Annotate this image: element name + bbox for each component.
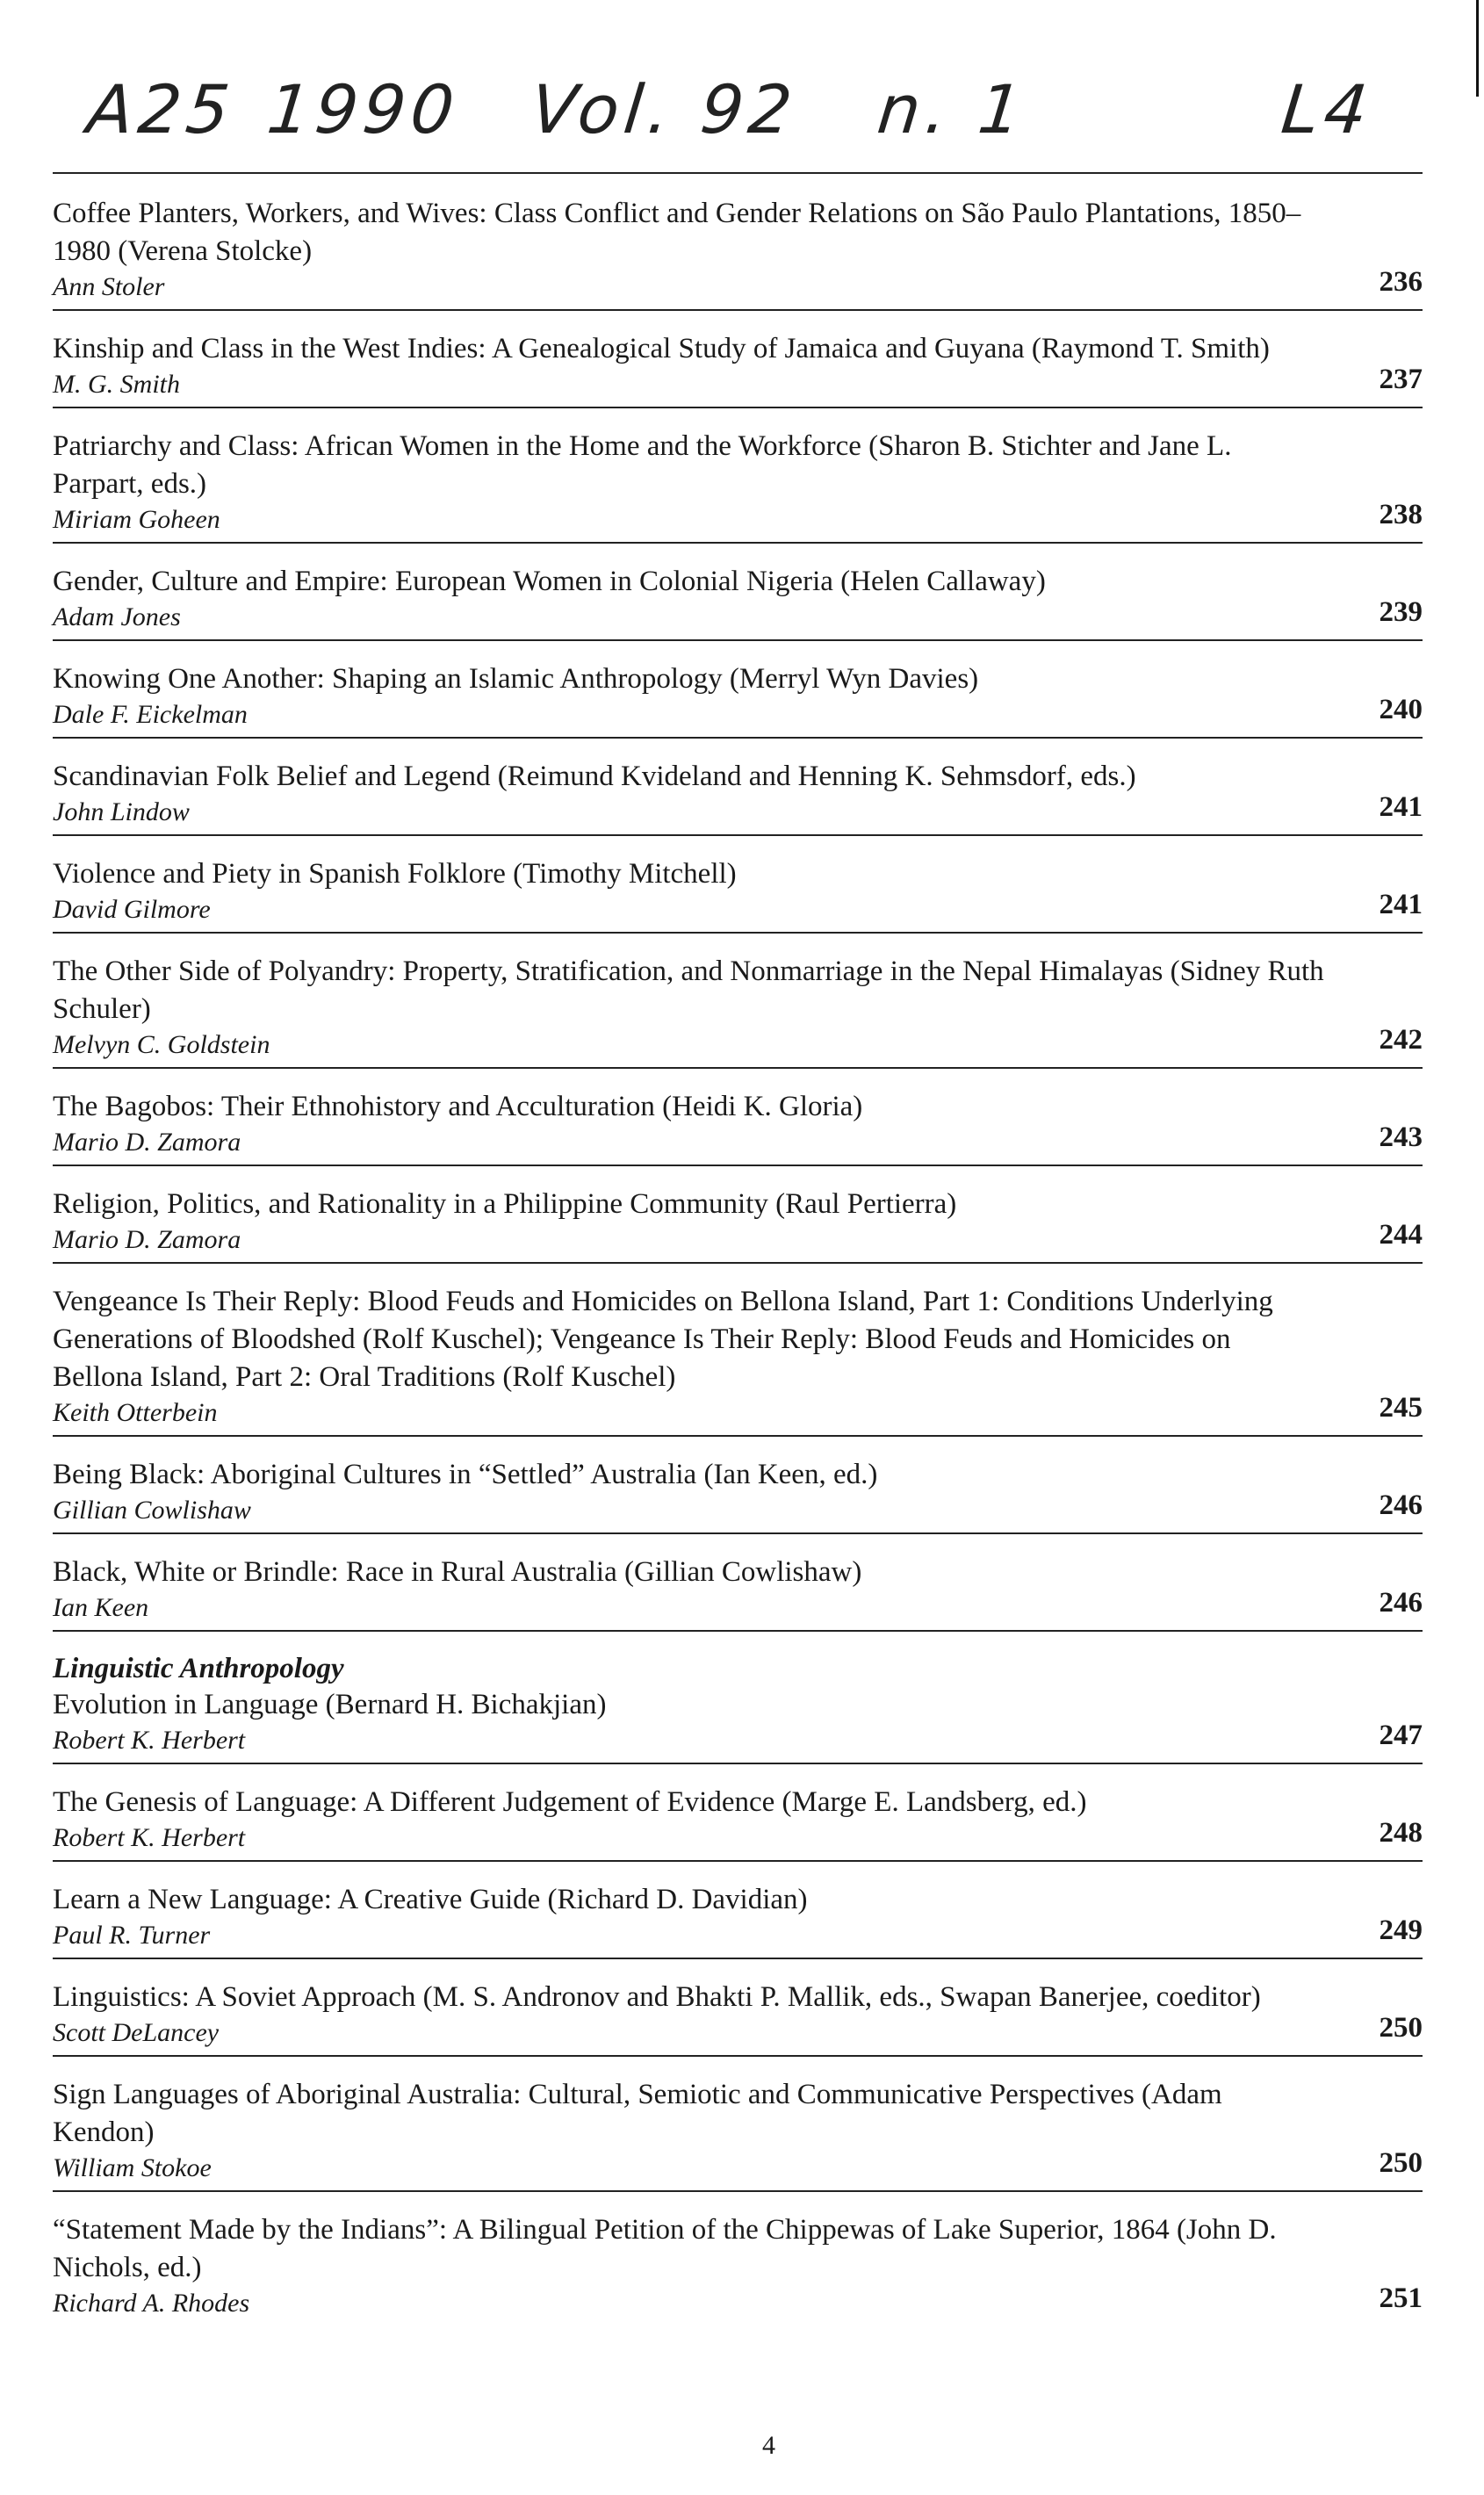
reviewer-name: Ann Stoler [53, 272, 165, 301]
reviewer-name: John Lindow [53, 797, 190, 826]
book-title: Religion, Politics, and Rationality in a Philippine Community (Raul Pertierra) [53, 1188, 957, 1220]
page-ref: 241 [1379, 791, 1423, 823]
toc-entry [53, 2067, 1423, 2192]
handwritten-code: A25 [83, 70, 239, 148]
reviewer-name: Miriam Goheen [53, 505, 220, 534]
toc-entry [53, 1274, 1423, 1437]
book-title: Learn a New Language: A Creative Guide (Richard D. Davidian) [53, 1884, 808, 1915]
toc-entry [53, 1642, 1423, 1764]
book-title: Knowing One Another: Shaping an Islamic Anthropology (Merryl Wyn Davies) [53, 663, 979, 695]
handwritten-shelf-mark: L4 [1278, 70, 1377, 148]
toc-entry [53, 1447, 1423, 1534]
handwritten-annotation [83, 53, 1423, 149]
toc-entry [53, 749, 1423, 836]
scan-edge-line [1476, 0, 1479, 97]
page-ref: 240 [1379, 694, 1423, 725]
table-of-contents [53, 172, 1423, 2336]
page-ref: 236 [1379, 266, 1423, 298]
reviewer-name: Dale F. Eickelman [53, 700, 248, 729]
toc-entry [53, 1177, 1423, 1264]
page-ref: 241 [1379, 889, 1423, 920]
reviewer-name: Paul R. Turner [53, 1921, 211, 1950]
page-ref: 237 [1379, 364, 1423, 395]
book-title: Violence and Piety in Spanish Folklore (Timothy Mitchell) [53, 858, 737, 890]
page-ref: 251 [1379, 2282, 1423, 2314]
toc-entry [53, 1872, 1423, 1959]
page-ref: 239 [1379, 596, 1423, 628]
reviewer-name: Mario D. Zamora [53, 1225, 241, 1254]
reviewer-name: Robert K. Herbert [53, 1726, 246, 1755]
reviewer-name: Gillian Cowlishaw [53, 1496, 251, 1525]
book-title: Sign Languages of Aboriginal Australia: Cultural, Semiotic and Communicative Perspectives (Adam Kendon) [53, 2079, 1222, 2148]
toc-entry [53, 2203, 1423, 2326]
reviewer-name: David Gilmore [53, 895, 211, 924]
toc-entry [53, 419, 1423, 544]
toc-entry [53, 1970, 1423, 2057]
page-ref: 242 [1379, 1024, 1423, 1056]
book-title: Linguistics: A Soviet Approach (M. S. Andronov and Bhakti P. Mallik, eds., Swapan Banerjee, coeditor) [53, 1981, 1261, 2013]
reviewer-name: Melvyn C. Goldstein [53, 1030, 270, 1059]
toc-entry [53, 1545, 1423, 1632]
book-title: Kinship and Class in the West Indies: A Genealogical Study of Jamaica and Guyana (Raymond T. Smith) [53, 333, 1270, 364]
page-ref: 246 [1379, 1489, 1423, 1521]
book-title: The Other Side of Polyandry: Property, Stratification, and Nonmarriage in the Nepal Himalayas (Sidney Ruth Schuler) [53, 955, 1324, 1025]
page-ref: 250 [1379, 2147, 1423, 2179]
toc-entry [53, 847, 1423, 934]
reviewer-name: Keith Otterbein [53, 1398, 218, 1427]
page-ref: 244 [1379, 1219, 1423, 1251]
page-ref: 243 [1379, 1121, 1423, 1153]
book-title: Scandinavian Folk Belief and Legend (Reimund Kvideland and Henning K. Sehmsdorf, eds.) [53, 761, 1136, 792]
page-ref: 250 [1379, 2012, 1423, 2044]
book-title: Patriarchy and Class: African Women in the Home and the Workforce (Sharon B. Stichter and Jane L. Parpart, eds.) [53, 430, 1232, 500]
page-ref: 247 [1379, 1720, 1423, 1751]
page-ref: 246 [1379, 1587, 1423, 1619]
handwritten-number: n. 1 [874, 70, 1031, 148]
reviewer-name: William Stokoe [53, 2153, 212, 2182]
book-title: Vengeance Is Their Reply: Blood Feuds and Homicides on Bellona Island, Part 1: Conditions Underlying Generations of Bloodshed (Rolf Kuschel); Vengeance Is Their Reply: Blood Feuds and Homicides on Bellona Island, Part 2: Oral Traditions (Rolf Kuschel) [53, 1286, 1273, 1393]
book-title: Coffee Planters, Workers, and Wives: Class Conflict and Gender Relations on São Paulo Plantations, 1850–1980 (Verena Stolcke) [53, 198, 1301, 267]
toc-entry [53, 652, 1423, 739]
reviewer-name: Ian Keen [53, 1593, 149, 1622]
reviewer-name: M. G. Smith [53, 370, 180, 399]
book-title: “Statement Made by the Indians”: A Bilingual Petition of the Chippewas of Lake Superior, 1864 (John D. Nichols, ed.) [53, 2214, 1277, 2283]
page-ref: 245 [1379, 1392, 1423, 1424]
handwritten-year: 1990 [263, 70, 464, 148]
toc-entry [53, 186, 1423, 311]
toc-entry [53, 944, 1423, 1069]
book-title: Black, White or Brindle: Race in Rural Australia (Gillian Cowlishaw) [53, 1556, 862, 1588]
toc-entry [53, 1775, 1423, 1862]
book-title: Evolution in Language (Bernard H. Bichakjian) [53, 1689, 607, 1720]
page-ref: 248 [1379, 1817, 1423, 1849]
book-title: The Bagobos: Their Ethnohistory and Acculturation (Heidi K. Gloria) [53, 1091, 863, 1122]
toc-entry [53, 321, 1423, 408]
reviewer-name: Mario D. Zamora [53, 1128, 241, 1157]
page-ref: 249 [1379, 1915, 1423, 1946]
toc-entry [53, 554, 1423, 641]
reviewer-name: Adam Jones [53, 602, 181, 631]
reviewer-name: Scott DeLancey [53, 2018, 220, 2047]
reviewer-name: Richard A. Rhodes [53, 2289, 250, 2318]
book-title: Being Black: Aboriginal Cultures in “Settled” Australia (Ian Keen, ed.) [53, 1459, 878, 1490]
reviewer-name: Robert K. Herbert [53, 1823, 246, 1852]
book-title: The Genesis of Language: A Different Judgement of Evidence (Marge E. Landsberg, ed.) [53, 1786, 1087, 1818]
page-number: 4 [762, 2431, 775, 2460]
toc-entry [53, 1079, 1423, 1166]
handwritten-volume: Vol. 92 [527, 70, 801, 148]
book-title: Gender, Culture and Empire: European Women in Colonial Nigeria (Helen Callaway) [53, 566, 1046, 597]
page-ref: 238 [1379, 499, 1423, 530]
top-rule [53, 172, 1423, 174]
section-heading: Linguistic Anthropology [53, 1653, 344, 1684]
